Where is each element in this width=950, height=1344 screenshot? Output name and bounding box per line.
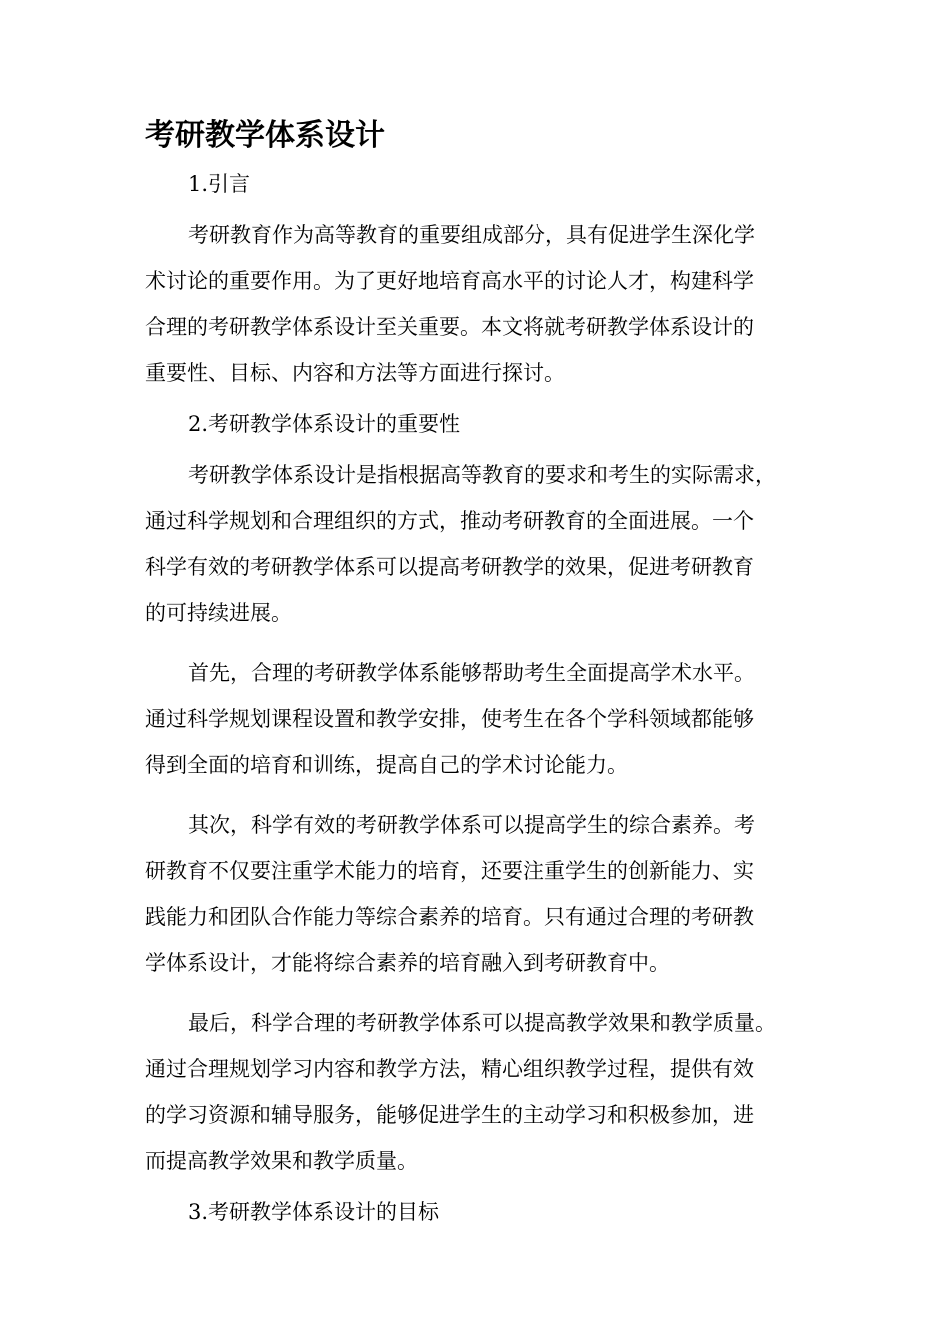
paragraph-line: 科学有效的考研教学体系可以提高考研教学的效果，促进考研教育 [145,555,754,579]
paragraph-line: 重要性、目标、内容和方法等方面进行探讨。 [145,361,565,385]
paragraph-line: 得到全面的培育和训练，提高自己的学术讨论能力。 [145,753,628,777]
document-body [145,160,805,1236]
paragraph [145,802,805,986]
section-heading: 1.引言 [188,172,251,196]
paragraph-line: 而提高教学效果和教学质量。 [145,1149,418,1173]
paragraph-line: 其次，科学有效的考研教学体系可以提高学生的综合素养。考 [188,813,755,837]
paragraph [145,1000,805,1184]
paragraph [145,650,805,788]
paragraph [145,212,805,396]
paragraph-line: 践能力和团队合作能力等综合素养的培育。只有通过合理的考研教 [145,905,754,929]
paragraph-line: 最后，科学合理的考研教学体系可以提高教学效果和教学质量。 [188,1011,776,1035]
paragraph [145,452,805,636]
section-heading: 2.考研教学体系设计的重要性 [188,412,461,436]
paragraph-line: 学体系设计，才能将综合素养的培育融入到考研教育中。 [145,951,670,975]
paragraph-line: 通过合理规划学习内容和教学方法，精心组织教学过程，提供有效 [145,1057,754,1081]
paragraph-line: 考研教学体系设计是指根据高等教育的要求和考生的实际需求， [188,463,776,487]
paragraph-line: 通过科学规划课程设置和教学安排，使考生在各个学科领域都能够 [145,707,754,731]
paragraph-line: 术讨论的重要作用。为了更好地培育高水平的讨论人才，构建科学 [145,269,754,293]
paragraph-line: 合理的考研教学体系设计至关重要。本文将就考研教学体系设计的 [145,315,754,339]
paragraph-line: 的可持续进展。 [145,601,292,625]
paragraph-line: 首先，合理的考研教学体系能够帮助考生全面提高学术水平。 [188,661,755,685]
paragraph-line: 研教育不仅要注重学术能力的培育，还要注重学生的创新能力、实 [145,859,754,883]
section-heading: 3.考研教学体系设计的目标 [188,1200,440,1224]
paragraph-line: 通过科学规划和合理组织的方式，推动考研教育的全面进展。一个 [145,509,754,533]
paragraph-line: 考研教育作为高等教育的重要组成部分，具有促进学生深化学 [188,223,755,247]
paragraph-line: 的学习资源和辅导服务，能够促进学生的主动学习和积极参加，进 [145,1103,754,1127]
document-title: 考研教学体系设计 [145,118,385,153]
